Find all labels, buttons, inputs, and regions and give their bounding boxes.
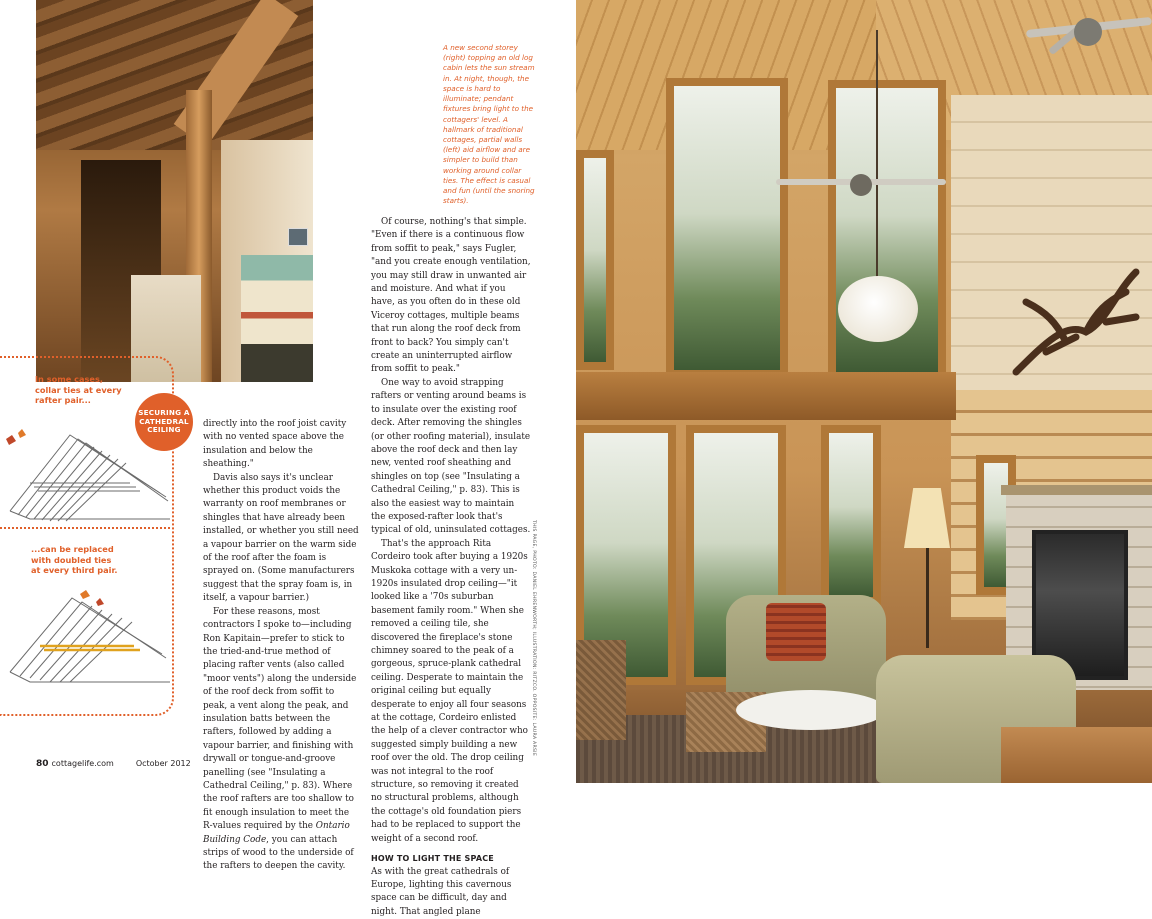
pendant-lamp (838, 276, 918, 342)
badge-line: CATHEDRAL (138, 418, 189, 427)
log-beam (576, 372, 956, 420)
hallway-photo (36, 0, 313, 382)
page-number: 80 (36, 759, 49, 769)
pendant-cord (876, 30, 878, 278)
issue-date: October 2012 (136, 759, 191, 768)
side-table (1001, 727, 1152, 783)
ceiling-fan-icon (1016, 10, 1152, 70)
badge-line: SECURING A (138, 409, 189, 418)
article-column-2 (371, 216, 531, 919)
doubled-ties-diagram (0, 586, 170, 686)
paragraph: Davis also says it's unclear whether this product voids the warranty on roof membranes or shingles that have already been installed, or whether you still need a vapour barrier on the warm side of the roof after the foam is sprayed on. (Some manufacturers suggest that the spray foam is, in itself, a vapour barrier.) (203, 472, 361, 606)
paragraph (203, 606, 361, 874)
sidebar-divider (0, 527, 170, 529)
paragraph: One way to avoid strapping rafters or venting around beams is to insulate over the existing roof deck. After removing the shingles (or other roofing material), insulate above the roof deck and then lay new, vented roof sheathing and shingles on top (see "Insulating a Cathedral Ceiling," p. 83). This is also the easiest way to maintain the exposed-rafter look that's typical of old, uninsulated cottages. (371, 377, 531, 538)
text-run: For these reasons, most contractors I spoke to—including Ron Kapitain—prefer to stick to the tried-and-true method of placing rafter vents (also called "moor vents") along the underside of the roof deck from soffit to peak, a vent along the peak, and insulation batts between the rafters, followed by adding a vapour barrier, and finishing with drywall or tongue-and-groove panelling (see "Insulating a Cathedral Ceiling," p. 83). Where the roof rafters are too shallow to fit enough insulation to meet the R-values required by the (203, 607, 356, 832)
subhead: HOW TO LIGHT THE SPACE (371, 852, 531, 865)
magazine-url: cottagelife.com (52, 759, 114, 768)
window (666, 78, 788, 378)
paragraph: That's the approach Rita Cordeiro took after buying a 1920s Muskoka cottage with a very un-1920s insulated drop ceiling—"it looked like a '70s suburban basement family room." When she removed a ceiling tile, she discovered the fireplace's stone chimney soared to the peak of a gorgeous, spruce-plank cathedral ceiling. Desperate to maintain the original ceiling but equally desperate to enjoy all four seasons at the cottage, Cordeiro enlisted the help of a clever contractor who suggested simply building a new roof over the old. The drop ceiling was not integral to the roof structure, so removing it created no structural problems, although the cottage's old foundation piers had to be replaced to support the weight of a second roof. (371, 538, 531, 846)
paragraph: As with the great cathedrals of Europe, lighting this cavernous space can be difficult, day and night. That angled plane (371, 866, 531, 919)
ceiling-fan-icon (776, 165, 946, 205)
wicker-chair (576, 640, 626, 740)
window (821, 425, 881, 605)
great-room-photo (576, 0, 1152, 783)
coffee-table (736, 690, 886, 730)
lamp-pole (926, 548, 929, 648)
code-title: Ontario Building Code (203, 821, 350, 844)
photo-credit: THIS PAGE, PHOTO: DANIEL EHRENWORTH; ILLUSTRATION: RITZCO. OPPOSITE: LAURA ARSIE (531, 520, 536, 756)
folio (36, 759, 191, 769)
text-run: , you can attach strips of wood to the underside of the rafters to deepen the cavity. (203, 835, 354, 872)
collar-ties-diagram (0, 423, 170, 523)
window (576, 150, 614, 370)
article-column-1 (203, 418, 361, 874)
striped-pillow (766, 603, 826, 661)
lamp-shade (904, 488, 950, 548)
photo-caption: A new second storey (right) topping an old log cabin lets the sun stream in. At night, though, the space is hard to illuminate; pendant fixtures bring light to the cottagers' level. A hallmark of traditional cottages, partial walls (left) aid airflow and are simpler to build than working around collar ties. The effect is casual and fun (until the snoring starts). (443, 43, 538, 207)
badge-line: CEILING (138, 426, 189, 435)
sidebar-caption-top: In some cases, collar ties at every rafter pair... (35, 374, 125, 406)
paragraph: Of course, nothing's that simple. "Even if there is a continuous flow from soffit to peak," says Fugler, "and you create enough ventilation, you may still draw in unwanted air and moisture. And what if you have, as you often do in these old Viceroy cottages, multiple beams that run along the roof deck from front to back? You simply can't create an uninterrupted airflow from soffit to peak." (371, 216, 531, 377)
mantel (1001, 485, 1152, 495)
sidebar-caption-bottom: ...can be replaced with doubled ties at every third pair. (31, 544, 121, 576)
paragraph: directly into the roof joist cavity with no vented space above the insulation and below the sheathing." (203, 418, 361, 472)
wall-picture (288, 228, 308, 246)
bed (241, 255, 313, 382)
antlers-icon (1006, 262, 1152, 382)
